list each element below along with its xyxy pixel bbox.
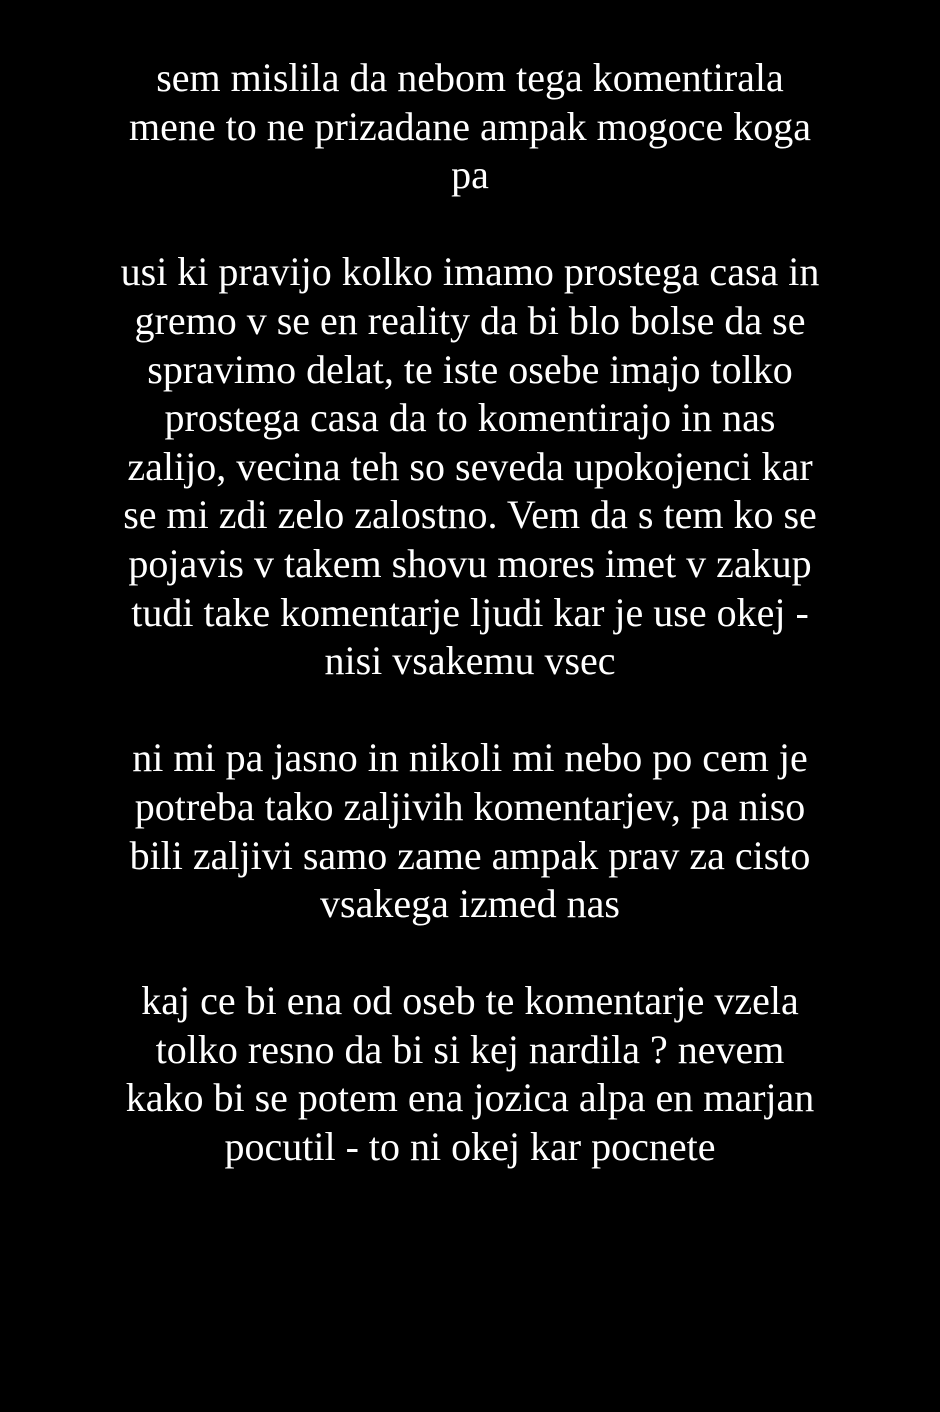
story-paragraph (0, 977, 940, 1171)
story-line: ni mi pa jasno in nikoli mi nebo po cem je (132, 735, 808, 781)
story-line: bili zaljivi samo zame ampak prav za cisto (129, 832, 811, 878)
story-paragraph (0, 54, 940, 200)
story-line: sem mislila da nebom tega komentirala (156, 55, 784, 100)
story-line: mene to ne prizadane ampak mogoce koga (129, 103, 811, 149)
story-line: pojavis v takem shovu mores imet v zakup (128, 540, 812, 586)
story-line: kako bi se potem ena jozica alpa en marjan (125, 1075, 815, 1121)
paragraph-gap (0, 686, 940, 735)
story-line: spravimo delat, te iste osebe imajo tolko (147, 346, 793, 392)
story-line: tudi take komentarje ljudi kar je use okej - (131, 589, 809, 635)
paragraph-gap (0, 200, 940, 249)
story-text (0, 54, 940, 1172)
story-line: potreba tako zaljivih komentarjev, pa niso (134, 783, 806, 829)
story-paragraph (0, 734, 940, 928)
story-line: gremo v se en reality da bi blo bolse da se (134, 297, 806, 343)
story-line: kaj ce bi ena od oseb te komentarje vzela (141, 978, 799, 1024)
story-paragraph (0, 248, 940, 685)
story-line: se mi zdi zelo zalostno. Vem da s tem ko se (123, 492, 817, 538)
story-line: tolko resno da bi si kej nardila ? nevem (155, 1026, 785, 1072)
story-line: pocutil - to ni okej kar pocnete (224, 1124, 716, 1170)
story-line: nisi vsakemu vsec (324, 638, 616, 684)
story-line: prostega casa da to komentirajo in nas (164, 395, 776, 441)
story-line: pa (451, 152, 489, 198)
story-line: usi ki pravijo kolko imamo prostega casa in (120, 249, 820, 295)
story-line: zalijo, vecina teh so seveda upokojenci kar (127, 443, 813, 489)
story-line: vsakega izmed nas (320, 881, 620, 927)
paragraph-gap (0, 929, 940, 978)
